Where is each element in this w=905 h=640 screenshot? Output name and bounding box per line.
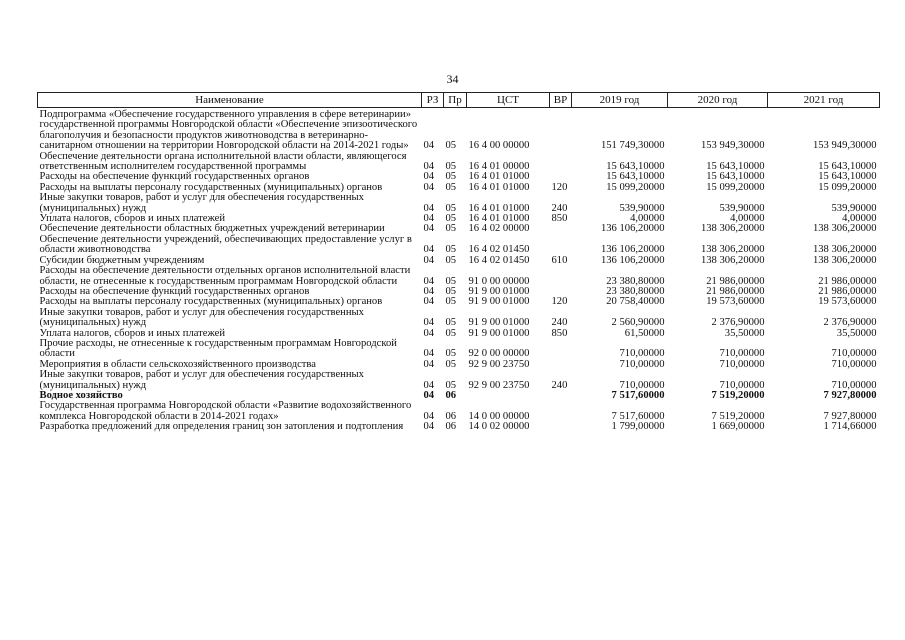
row-2021: 4,00000 [842,213,877,225]
row-rz: 04 [423,213,435,225]
row-rz: 04 [423,389,435,401]
row-pr: 06 [445,421,457,433]
budget-table [37,92,880,433]
row-2021: 153 949,30000 [812,140,877,152]
row-2020: 15 643,10000 [706,161,765,173]
row-cst: 16 4 01 01000 [468,181,530,193]
row-pr: 05 [445,181,457,193]
row-2020: 15 099,20000 [706,181,765,193]
row-name: Расходы на обеспечение деятельности отдельных органов исполнительной власти области, не отнесенные к государственным программам Новгородской области [39,265,411,287]
row-2021: 2 376,90000 [823,317,877,329]
row-pr: 05 [445,275,457,287]
row-name: Субсидии бюджетным учреждениям [39,254,205,266]
row-vr: 120 [551,181,568,193]
row-pr: 06 [445,389,457,401]
row-2020: 710,00000 [719,358,765,370]
row-2020: 4,00000 [730,213,765,225]
row-rz: 04 [423,285,435,297]
row-cst: 14 0 00 00000 [468,410,530,422]
row-vr [550,339,572,360]
row-name: Расходы на обеспечение функций государственных органов [39,285,310,297]
row-cst: 91 9 00 01000 [468,296,530,308]
header-pr: Пр [444,93,467,108]
row-2021: 21 986,00000 [818,285,877,297]
row-2019: 710,00000 [619,379,665,391]
table-header [38,93,880,108]
row-vr [550,360,572,370]
row-cst: 16 4 02 01450 [468,254,530,266]
row-vr: 240 [551,317,568,329]
row-vr [550,108,572,152]
row-cst: 16 4 02 01450 [468,244,530,256]
row-2020: 19 573,60000 [706,296,765,308]
row-2021: 1 714,66000 [823,421,877,433]
table-row [38,370,880,391]
row-name: Прочие расходы, не отнесенные к государственным программам Новгородской области [39,337,397,360]
row-rz: 04 [423,161,435,173]
row-2020: 1 669,00000 [711,421,765,433]
row-pr: 05 [445,140,457,152]
header-rz: РЗ [422,93,444,108]
row-2019: 61,50000 [624,327,665,339]
row-name: Иные закупки товаров, работ и услуг для обеспечения государственных (муниципальных) нужд [39,306,364,329]
table-row [38,108,880,152]
header-vr: ВР [550,93,572,108]
row-cst: 16 4 01 01000 [468,171,530,183]
row-2019: 7 517,60000 [611,389,665,401]
row-2019: 1 799,00000 [611,421,665,433]
row-cst: 14 0 02 00000 [468,421,530,433]
header-2020: 2020 год [668,93,768,108]
table-row [38,422,880,432]
row-2021: 710,00000 [831,379,877,391]
page-number: 34 [446,72,459,86]
row-cst: 91 9 00 01000 [468,327,530,339]
row-2020: 21 986,00000 [706,275,765,287]
row-2020: 710,00000 [719,348,765,360]
row-name: Расходы на выплаты персоналу государственных (муниципальных) органов [39,296,383,308]
row-cst: 16 4 01 00000 [468,161,530,173]
row-2020: 7 519,20000 [711,389,765,401]
table-row [38,266,880,287]
row-2019: 23 380,80000 [606,285,665,297]
row-2019: 710,00000 [619,358,665,370]
row-2021: 138 306,20000 [812,223,877,235]
row-2021: 35,50000 [836,327,877,339]
row-pr: 05 [445,348,457,360]
row-2019: 136 106,20000 [600,223,665,235]
row-cst [467,391,550,401]
row-rz: 04 [423,421,435,433]
row-2020: 7 519,20000 [711,410,765,422]
row-rz: 04 [423,317,435,329]
row-vr: 850 [551,327,568,339]
row-pr: 05 [445,244,457,256]
row-2019: 15 643,10000 [606,171,665,183]
row-pr: 05 [445,379,457,391]
table-row [38,193,880,214]
row-pr: 05 [445,327,457,339]
row-rz: 04 [423,181,435,193]
row-name: Подпрограмма «Обеспечение государственного управления в сфере ветеринарии» государственной программы Новгородской области «Обеспечение эпизоотического благополучия и безопасности продуктов животноводства в ветеринарно-санитарном отношении на территории Новгородской области на 2014-2021 годы» [39,109,418,152]
row-pr: 05 [445,223,457,235]
table-row [38,401,880,422]
row-name: Обеспечение деятельности органа исполнительной власти области, являющегося ответственным исполнителем государственной программы [39,150,407,173]
row-name: Уплата налогов, сборов и иных платежей [39,213,226,225]
row-rz: 04 [423,379,435,391]
row-2020: 2 376,90000 [711,317,765,329]
row-2021: 15 643,10000 [818,171,877,183]
row-2019: 23 380,80000 [606,275,665,287]
table-row [38,235,880,256]
row-pr: 05 [445,296,457,308]
row-rz: 04 [423,358,435,370]
row-vr [550,266,572,287]
row-rz: 04 [423,140,435,152]
row-rz: 04 [423,348,435,360]
row-cst: 16 4 00 00000 [468,140,530,152]
row-cst: 91 0 00 00000 [468,275,530,287]
row-2021: 19 573,60000 [818,296,877,308]
row-name: Уплата налогов, сборов и иных платежей [39,327,226,339]
row-name: Иные закупки товаров, работ и услуг для обеспечения государственных (муниципальных) нужд [39,369,364,391]
table-row [38,152,880,173]
row-name: Государственная программа Новгородской области «Развитие водохозяйственного комплекса Новгородской области в 2014-2021 годах» [39,400,412,422]
row-vr: 240 [551,202,568,214]
row-cst: 16 4 02 00000 [468,223,530,235]
header-name: Наименование [38,93,422,108]
row-name: Водное хозяйство [39,389,123,401]
row-vr [550,401,572,422]
row-2021: 138 306,20000 [812,254,877,266]
row-2020: 35,50000 [724,327,765,339]
row-2019: 15 643,10000 [606,161,665,173]
row-pr: 06 [445,410,457,422]
row-2020: 138 306,20000 [700,223,765,235]
row-pr: 05 [445,213,457,225]
row-name: Расходы на обеспечение функций государственных органов [39,171,310,183]
row-2021: 15 643,10000 [818,161,877,173]
row-vr [550,235,572,256]
table-body [38,108,880,433]
row-cst: 91 9 00 01000 [468,285,530,297]
row-2020: 15 643,10000 [706,171,765,183]
row-rz: 04 [423,171,435,183]
row-2021: 7 927,80000 [823,389,877,401]
row-2019: 539,90000 [619,202,665,214]
row-vr: 610 [551,254,568,266]
header-cst: ЦСТ [467,93,550,108]
row-rz: 04 [423,244,435,256]
row-pr: 05 [445,285,457,297]
row-cst: 92 9 00 23750 [468,379,530,391]
row-cst: 92 9 00 23750 [468,358,530,370]
row-name: Разработка предложений для определения границ зон затопления и подтопления [39,421,404,433]
header-2021: 2021 год [768,93,880,108]
row-rz: 04 [423,275,435,287]
row-pr: 05 [445,317,457,329]
row-2019: 15 099,20000 [606,181,665,193]
row-cst: 92 0 00 00000 [468,348,530,360]
row-vr [550,224,572,234]
row-pr: 05 [445,202,457,214]
row-rz: 04 [423,254,435,266]
header-2019: 2019 год [572,93,668,108]
row-2019: 2 560,90000 [611,317,665,329]
row-2020: 153 949,30000 [700,140,765,152]
row-pr: 05 [445,171,457,183]
row-2021: 710,00000 [831,348,877,360]
row-name: Обеспечение деятельности учреждений, обеспечивающих предоставление услуг в области животноводства [39,233,412,256]
row-2020: 138 306,20000 [700,254,765,266]
row-rz: 04 [423,327,435,339]
row-vr: 120 [551,296,568,308]
row-vr: 850 [551,213,568,225]
row-2020: 539,90000 [719,202,765,214]
row-2019: 20 758,40000 [606,296,665,308]
row-2020: 710,00000 [719,379,765,391]
row-2019: 136 106,20000 [600,244,665,256]
row-rz: 04 [423,223,435,235]
row-2021: 710,00000 [831,358,877,370]
table-row [38,308,880,329]
row-name: Мероприятия в области сельскохозяйственного производства [39,358,316,370]
row-pr: 05 [445,254,457,266]
row-vr [550,152,572,173]
row-2021: 15 099,20000 [818,181,877,193]
row-2020: 138 306,20000 [700,244,765,256]
row-2021: 7 927,80000 [823,410,877,422]
row-vr [550,422,572,432]
row-rz: 04 [423,202,435,214]
row-2019: 151 749,30000 [600,140,665,152]
row-name: Обеспечение деятельности областных бюджетных учреждений ветеринарии [39,223,385,235]
table-row [38,339,880,360]
row-2021: 539,90000 [831,202,877,214]
row-vr: 240 [551,379,568,391]
row-cst: 16 4 01 01000 [468,213,530,225]
row-cst: 16 4 01 01000 [468,202,530,214]
row-pr: 05 [445,161,457,173]
row-2019: 7 517,60000 [611,410,665,422]
row-rz: 04 [423,410,435,422]
row-vr [550,391,572,401]
row-2019: 4,00000 [630,213,665,225]
row-pr: 05 [445,358,457,370]
row-rz: 04 [423,296,435,308]
row-2019: 136 106,20000 [600,254,665,266]
row-name: Иные закупки товаров, работ и услуг для обеспечения государственных (муниципальных) нужд [39,192,364,214]
row-2021: 138 306,20000 [812,244,877,256]
row-2021: 21 986,00000 [818,275,877,287]
row-name: Расходы на выплаты персоналу государственных (муниципальных) органов [39,181,383,193]
row-2019: 710,00000 [619,348,665,360]
row-2020: 21 986,00000 [706,285,765,297]
row-cst: 91 9 00 01000 [468,317,530,329]
